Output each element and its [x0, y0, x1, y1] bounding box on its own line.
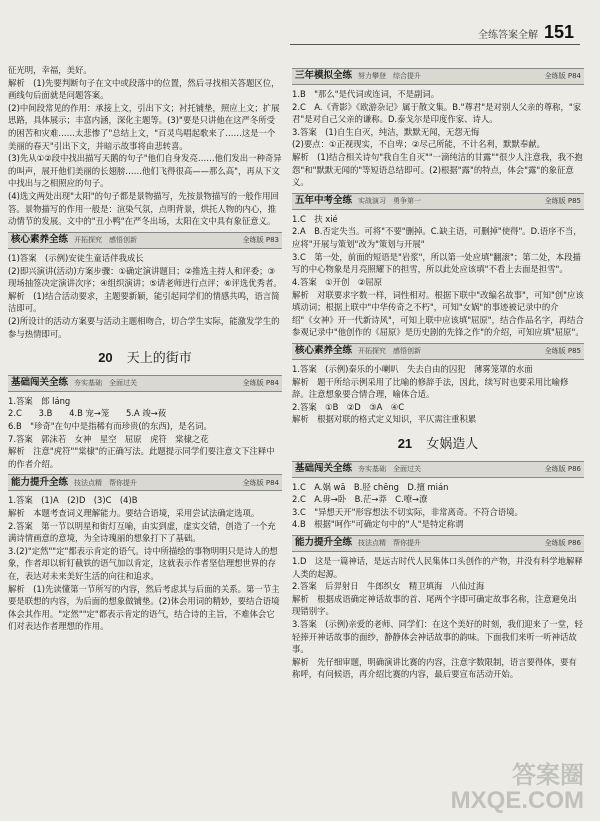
answer-line: 解析 根据成语确定神话故事的首、尾两个字即可确定故事名称，注意避免出现错别字。 [292, 593, 577, 617]
section-title: 五年中考全练 [295, 195, 353, 207]
section-ref: 全练版 P84 [242, 378, 279, 387]
answer-line: 解析 题干所给示例采用了比喻的修辞手法，因此，续写时也要采用比喻修辞。注意想象要合情合理，喻体合适。 [292, 376, 569, 400]
section-header-basic-left [8, 375, 282, 392]
header-divider [290, 44, 580, 45]
answer-line: 2.答案 后羿射日 牛郎织女 精卫填海 八仙过海 [292, 581, 485, 592]
section-ref: 全练版 P83 [242, 236, 279, 245]
answer-line: 2.C A.毋→卧 B.茫→莽 C.嘹→潦 [292, 494, 428, 505]
answer-line: 1.C 扶 xié [292, 213, 338, 224]
lesson-title-20 [8, 348, 282, 369]
section-subtitle: 夯实基础 全面过关 [74, 378, 138, 387]
answer-line: (2)要点：①正视现实，不自卑；②尽己所能，不计名利，默默奉献。 [292, 139, 546, 150]
section-header-core-left [8, 232, 282, 249]
answer-line: 解析 对联要求字数一样，词性相对。根据下联中"改编名故事"，可知"创"应该填动词；根据上联中"中华传奇之不朽"，可知"女娲"的事迹被记录中的介绍"《女神》开一代新诗风"，可知上联中应该填"屈原"，结合作品名字，再结合参观记录中"他创作的《屈原》是历史剧的先锋之作"的介绍，可知应填"屈原"。 [292, 289, 584, 338]
right-column [292, 64, 584, 681]
answer-line: 1.答案 (示例)秦乐的小喇叭 失去自由的囚犯 薄雾笼罩的水面 [292, 363, 533, 374]
answer-line: (1)答案 (示例)安徒生童话伴我成长 [8, 252, 144, 263]
section-title: 三年模拟全练 [295, 70, 353, 82]
answer-line: 解析 (1)先读懂第一节所写的内容，然后考虑其与后面的关系。第一节主要是联想的内容，为后面的想象做铺垫。(2)体会用词的精妙，要结合语境体会其作用。"定然""定"都表示肯定的语气，结合诗的主旨，不难体会它们对表达作者理想的作用。 [8, 583, 280, 632]
section-title: 核心素养全练 [11, 234, 69, 246]
left-intro-line: 征光明，幸福，美好。 [8, 65, 92, 75]
answer-line: 解析 (1)结合相关诗句"我自生自灭""一滴纯洁的甘露""很少人注意我，我不抱怨"和"默默无闻的"等短语总结即可。(2)根据"露"的特点，体会"露"的象征意义。 [292, 152, 583, 188]
section-subtitle: 夯实基础 全面过关 [358, 464, 422, 473]
lesson-title-21 [292, 434, 584, 455]
answer-line: 3.(2)"定然""定"都表示肯定的语气。诗中所描绘的事物明明只是诗人的想象，作者却以斩钉截铁的语气加以肯定，这就表示作者坚信理想世界的存在，表达对未来美好生活的向往和追求。 [8, 545, 278, 581]
section-ref: 全练版 P84 [544, 72, 581, 81]
answer-line: 解析 根据对联的格式定义知识，平仄需注重积累 [292, 414, 477, 425]
section-subtitle: 技法点精 帮你提升 [358, 539, 422, 548]
answer-line: 3.C 第一处，前面的短语是"岩浆"，所以第一处应填"翻滚"；第二处，本段描写的中心物象是月亮照耀下的担雪，所以此处应该填"不看上去面是担雪"。 [292, 251, 581, 275]
answer-line: 2.答案 ①B ②D ③A ④C [292, 401, 405, 412]
lesson-number: 21 [397, 436, 413, 452]
lesson-name: 天上的街市 [126, 350, 192, 366]
header-title: 全练答案全解 [477, 30, 538, 41]
left-intro-line: (2)中间段常见的作用：承接上文，引出下文；衬托铺垫，照应上文；扩展思路，具体展示；丰富内涵，深化主题等。(3)"要是只讲他在这严冬所受的困苦和灾难……太悲惨了"总结上文，"百灵鸟唱起歌来了……这是一个美丽的春天"引出下文，并暗示故事将由悲转喜。 [8, 102, 280, 151]
section-title: 能力提升全练 [11, 476, 69, 488]
watermark-line: MXQE.COM [450, 786, 584, 814]
section-ref: 全练版 P85 [544, 197, 581, 206]
answer-line: 4.B 根据"呵作"可确定句中的"人"是特定称谓 [292, 519, 464, 530]
section-header-basic-right [292, 461, 584, 478]
answer-line: 解析 注意"虎符""棠棣"的正确写法。此题提示同学们要注意文下注释中的作者介绍。 [8, 446, 275, 469]
section-header-ability-left [8, 474, 282, 491]
answer-line: 2.答案 第一节以明星和街灯互喻，由实到虚，虚实交错，创造了一个充满诗情画意的意境，为全诗瑰丽的想象打下了基础。 [8, 520, 276, 544]
answer-line: 2.C A.《背影》《欧游杂记》属于散文集。B."尊君"是对别人父亲的尊称，"家君"是对自己父亲的谦称。D.泰戈尔是印度作家、诗人。 [292, 101, 582, 125]
section-ref: 全练版 P84 [242, 478, 279, 487]
answer-line: (2)所设计的活动方案要与活动主题相吻合，切合学生实际，能激发学生的参与热情即可。 [8, 315, 280, 339]
watermark-line: 答案圈 [512, 761, 584, 789]
answer-line: 7.答案 郭沫若 女神 星空 屈原 虎符 棠棣之花 [8, 433, 209, 444]
section-ref: 全练版 P85 [544, 347, 581, 356]
site-watermark [451, 763, 584, 813]
section-subtitle: 技法点精 帮你提升 [74, 478, 138, 487]
section-header-wunian [292, 193, 584, 210]
lesson-number: 20 [98, 350, 113, 366]
section-subtitle: 开拓探究 感悟创新 [74, 236, 138, 245]
answer-line: 3.答案 (1)自生自灭，纯洁，默默无闻，无怨无悔 [292, 126, 480, 137]
answer-line: 2.C 3.B 4.B 宠→笼 5.A 竣→莜 [8, 408, 167, 419]
answer-line: 6.B "珍奇"在句中是指稀有而珍贵(的东西)，是名词。 [8, 420, 212, 431]
section-subtitle: 努力攀登 综合提升 [358, 72, 422, 81]
page-number: 151 [543, 22, 574, 42]
section-title: 核心素养全练 [295, 345, 353, 357]
answer-line: 1.B "那么"是代词或连词，不是副词。 [292, 89, 440, 99]
answer-line: 解析 (1)结合活动要求，主题要新颖，能引起同学们的情感共鸣，语言简洁即可。 [8, 290, 280, 314]
answer-line: 2.A B.否定失当。可将"不要"删掉。C.缺主语，可删掉"使得"。D.语序不当，应将"开展与策划"改为"策划与开展" [292, 226, 582, 250]
section-title: 基础闯关全练 [11, 377, 69, 389]
section-subtitle: 实战演习 勇争第一 [358, 197, 422, 206]
answer-line: (2)即兴演讲(活动)方案步骤：①确定演讲题目；②推选主持人和评委；③现场抽签决定演讲次序；④组织演讲；⑤请老师进行点评；⑥评选优秀者。 [8, 265, 282, 289]
answer-line: 1.D 这是一篇神话，是远古时代人民集体口头创作的产物，并没有科学地解释人类的起源。 [292, 555, 583, 579]
section-title: 能力提升全练 [295, 537, 353, 549]
section-header-sanian [292, 68, 584, 85]
lesson-name: 女娲造人 [426, 436, 479, 452]
section-title: 基础闯关全练 [295, 462, 353, 474]
answer-line: 4.答案 ①开创 ②屈原 [292, 276, 383, 287]
section-subtitle: 开拓探究 感悟创新 [358, 347, 422, 356]
answer-line: 1.答案 郎 láng [8, 395, 71, 406]
answer-line: 解析 本题考查词义理解能力。要结合语境，采用尝试法确定选项。 [8, 507, 260, 518]
answer-line: 解析 先仔细审题，明确演讲比赛的内容，注意字数限制，语言要得体，要有称呼，有问候语，再介绍比赛的内容，最后要宣布活动开始。 [292, 656, 577, 680]
answer-line: 1.C A.娲 wā B.胫 chēng D.擅 mián [292, 481, 449, 492]
left-intro-line: (4)选文两处出现"太阳"的句子都是景物描写，先按景物描写的一般作用回答。景物描写的作用一般是：渲染气氛，点明背景，烘托人物的内心，推动情节的发展。文中的"丑小鸭"在严冬出场，太阳在文中具有象征意义。 [8, 191, 279, 227]
answer-line: 3.答案 (示例)亲爱的老师、同学们：在这个美好的时刻，我们迎来了一堂，轻轻捧开神话故事的面纱，静静体会神话故事的韵味。下面我们来听一听神话故事。 [292, 619, 583, 655]
section-ref: 全练版 P86 [544, 539, 581, 548]
left-intro-line: (3)先从①②段中找出描写天鹅的句子"他们自身发亮……他们发出一种奇异的叫声，展开他们美丽的长翅膀……他们飞得很高——那么高"，再从下文中找出与之相照应的句子。 [8, 153, 282, 189]
answer-line: 1.答案 (1)A (2)D (3)C (4)B [8, 495, 138, 506]
answer-line: 3.C "异想天开"形容想法不切实际，非常离奇。不符合语境。 [292, 506, 523, 517]
section-ref: 全练版 P86 [544, 464, 581, 473]
left-intro-line: 解析 (1)先要判断句子在文中或段落中的位置，然后寻找相关答题区位，画线句后面就是问题答案。 [8, 77, 280, 101]
section-header-ability-right [292, 535, 584, 552]
page-header [478, 22, 574, 43]
left-column [8, 64, 282, 633]
section-header-core-right [292, 343, 584, 360]
